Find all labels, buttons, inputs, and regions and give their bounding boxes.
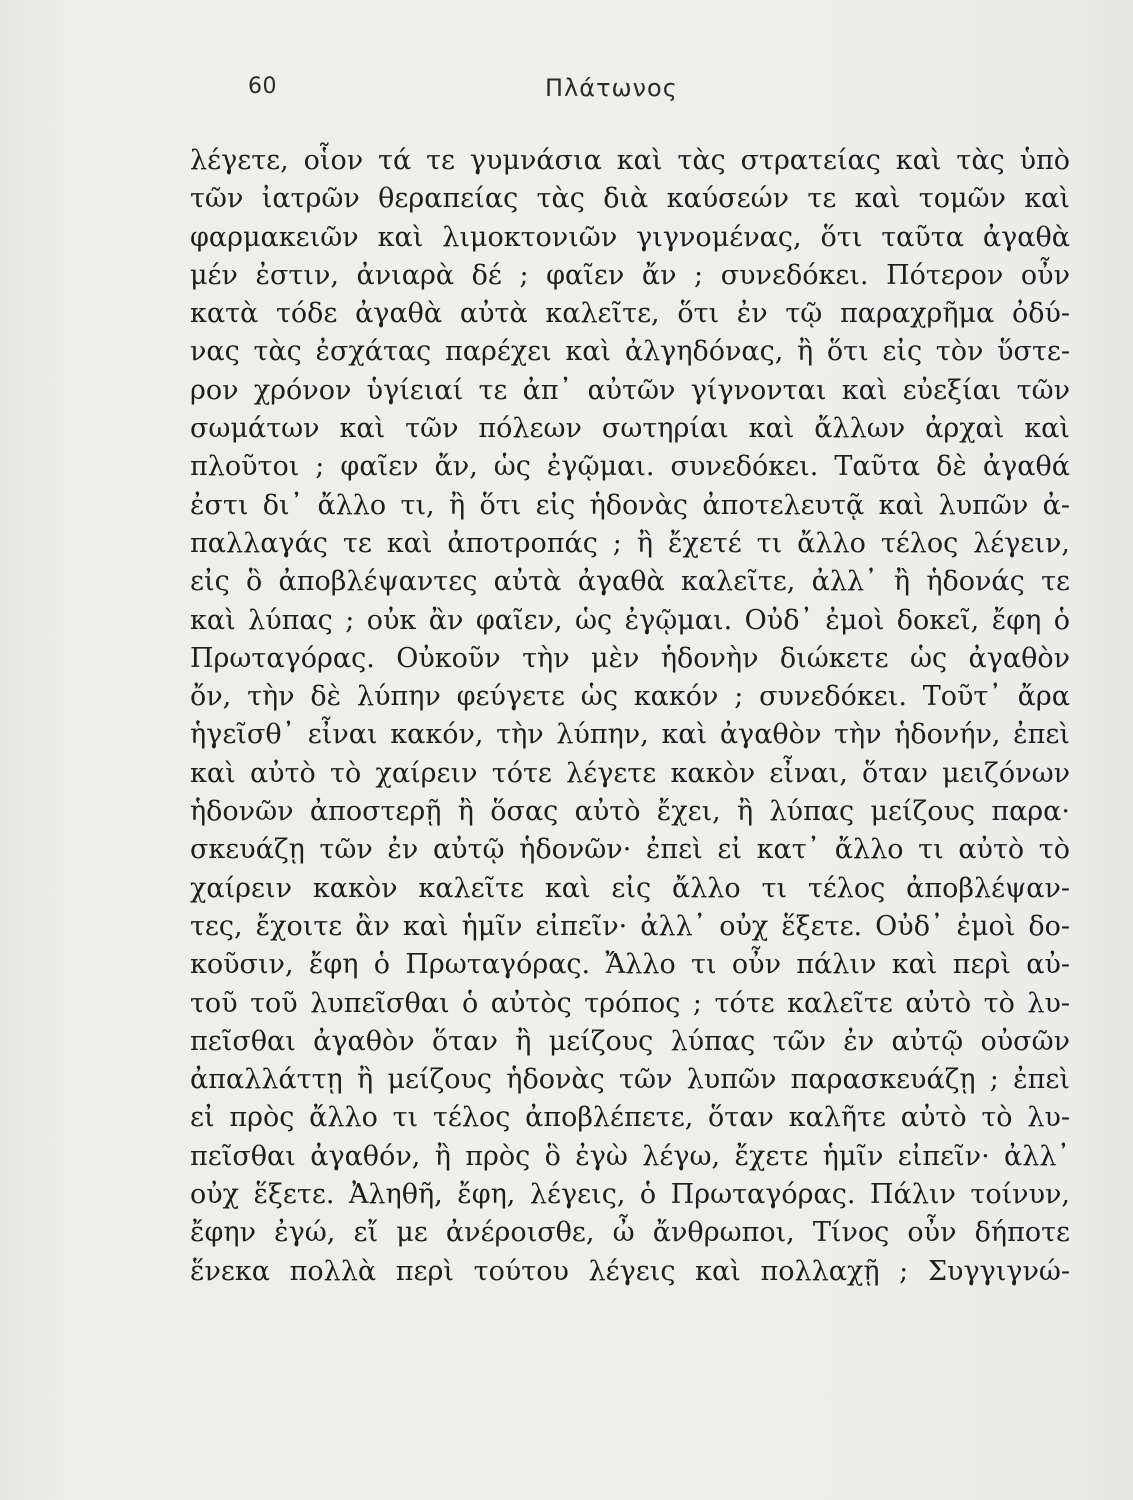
text-line: κατὰ τόδε ἀγαθὰ αὐτὰ καλεῖτε, ὅτι ἐν τῷ παραχρῆμα ὀδύ-: [190, 298, 1070, 330]
text-line: φαρμακειῶν καὶ λιμοκτονιῶν γιγνομένας, ὅτι ταῦτα ἀγαθὰ: [190, 221, 1070, 253]
text-line: εἰ πρὸς ἄλλο τι τέλος ἀποβλέπετε, ὅταν καλῆτε αὐτὸ τὸ λυ-: [190, 1102, 1070, 1134]
text-line: οὐχ ἕξετε. Ἀληθῆ, ἔφη, λέγεις, ὁ Πρωταγόρας. Πάλιν τοίνυν,: [190, 1179, 1070, 1211]
running-head: [0, 72, 1133, 112]
text-line: χαίρειν κακὸν καλεῖτε καὶ εἰς ἄλλο τι τέλος ἀποβλέψαν-: [190, 872, 1070, 904]
page-number: 60: [248, 74, 277, 99]
body-text: [190, 142, 1070, 1291]
text-line: ἡγεῖσθ᾽ εἶναι κακόν, τὴν λύπην, καὶ ἀγαθὸν τὴν ἡδονήν, ἐπεὶ: [190, 719, 1070, 751]
running-title: Πλάτωνος: [545, 74, 678, 102]
text-line: καὶ αὐτὸ τὸ χαίρειν τότε λέγετε κακὸν εἶναι, ὅταν μειζόνων: [190, 757, 1070, 789]
text-line: ἡδονῶν ἀποστερῇ ἢ ὅσας αὐτὸ ἔχει, ἢ λύπας μείζους παρα·: [190, 796, 1070, 828]
text-line: ρον χρόνον ὑγίειαί τε ἀπ᾽ αὐτῶν γίγνονται καὶ εὐεξίαι τῶν: [190, 374, 1070, 406]
text-line: λέγετε, οἷον τά τε γυμνάσια καὶ τὰς στρατείας καὶ τὰς ὑπὸ: [190, 145, 1070, 176]
text-line: τοῦ τοῦ λυπεῖσθαι ὁ αὐτὸς τρόπος ; τότε καλεῖτε αὐτὸ τὸ λυ-: [190, 987, 1070, 1019]
text-line: κοῦσιν, ἔφη ὁ Πρωταγόρας. Ἄλλο τι οὖν πάλιν καὶ περὶ αὐ-: [190, 949, 1070, 981]
text-line: σωμάτων καὶ τῶν πόλεων σωτηρίαι καὶ ἄλλων ἀρχαὶ καὶ: [190, 413, 1070, 445]
text-line: τῶν ἰατρῶν θεραπείας τὰς διὰ καύσεών τε καὶ τομῶν καὶ: [190, 183, 1070, 215]
text-line: πεῖσθαι ἀγαθὸν ὅταν ἢ μείζους λύπας τῶν ἐν αὐτῷ οὐσῶν: [190, 1025, 1070, 1057]
text-line: Πρωταγόρας. Οὐκοῦν τὴν μὲν ἡδονὴν διώκετε ὡς ἀγαθὸν: [190, 642, 1070, 674]
text-line: νας τὰς ἐσχάτας παρέχει καὶ ἀλγηδόνας, ἢ ὅτι εἰς τὸν ὕστε-: [190, 336, 1070, 368]
text-line: τες, ἔχοιτε ἂν καὶ ἡμῖν εἰπεῖν· ἀλλ᾽ οὐχ ἕξετε. Οὐδ᾽ ἐμοὶ δο-: [190, 910, 1070, 942]
text-line: παλλαγάς τε καὶ ἀποτροπάς ; ἢ ἔχετέ τι ἄλλο τέλος λέγειν,: [190, 527, 1070, 559]
text-line: ἀπαλλάττῃ ἢ μείζους ἡδονὰς τῶν λυπῶν παρασκευάζῃ ; ἐπεὶ: [190, 1064, 1070, 1096]
text-line: μέν ἐστιν, ἀνιαρὰ δέ ; φαῖεν ἄν ; συνεδόκει. Πότερον οὖν: [190, 259, 1070, 291]
text-line: ἕνεκα πολλὰ περὶ τούτου λέγεις καὶ πολλαχῇ ; Συγγιγνώ-: [190, 1255, 1070, 1287]
text-line: καὶ λύπας ; οὐκ ἂν φαῖεν, ὡς ἐγῷμαι. Οὐδ᾽ ἐμοὶ δοκεῖ, ἔφη ὁ: [190, 604, 1070, 636]
text-line: ὄν, τὴν δὲ λύπην φεύγετε ὡς κακόν ; συνεδόκει. Τοῦτ᾽ ἄρα: [190, 681, 1070, 713]
text-line: εἰς ὃ ἀποβλέψαντες αὐτὰ ἀγαθὰ καλεῖτε, ἀλλ᾽ ἢ ἡδονάς τε: [190, 566, 1070, 598]
text-line: πλοῦτοι ; φαῖεν ἄν, ὡς ἐγῷμαι. συνεδόκει. Ταῦτα δὲ ἀγαθά: [190, 451, 1070, 483]
text-line: πεῖσθαι ἀγαθόν, ἢ πρὸς ὃ ἐγὼ λέγω, ἔχετε ἡμῖν εἰπεῖν· ἀλλ᾽: [190, 1140, 1070, 1172]
text-line: ἐστι δι᾽ ἄλλο τι, ἢ ὅτι εἰς ἡδονὰς ἀποτελευτᾷ καὶ λυπῶν ἀ-: [190, 489, 1070, 521]
text-line: ἔφην ἐγώ, εἴ με ἀνέροισθε, ὦ ἄνθρωποι, Τίνος οὖν δήποτε: [190, 1217, 1070, 1249]
text-line: σκευάζῃ τῶν ἐν αὐτῷ ἡδονῶν· ἐπεὶ εἰ κατ᾽ ἄλλο τι αὐτὸ τὸ: [190, 834, 1070, 866]
